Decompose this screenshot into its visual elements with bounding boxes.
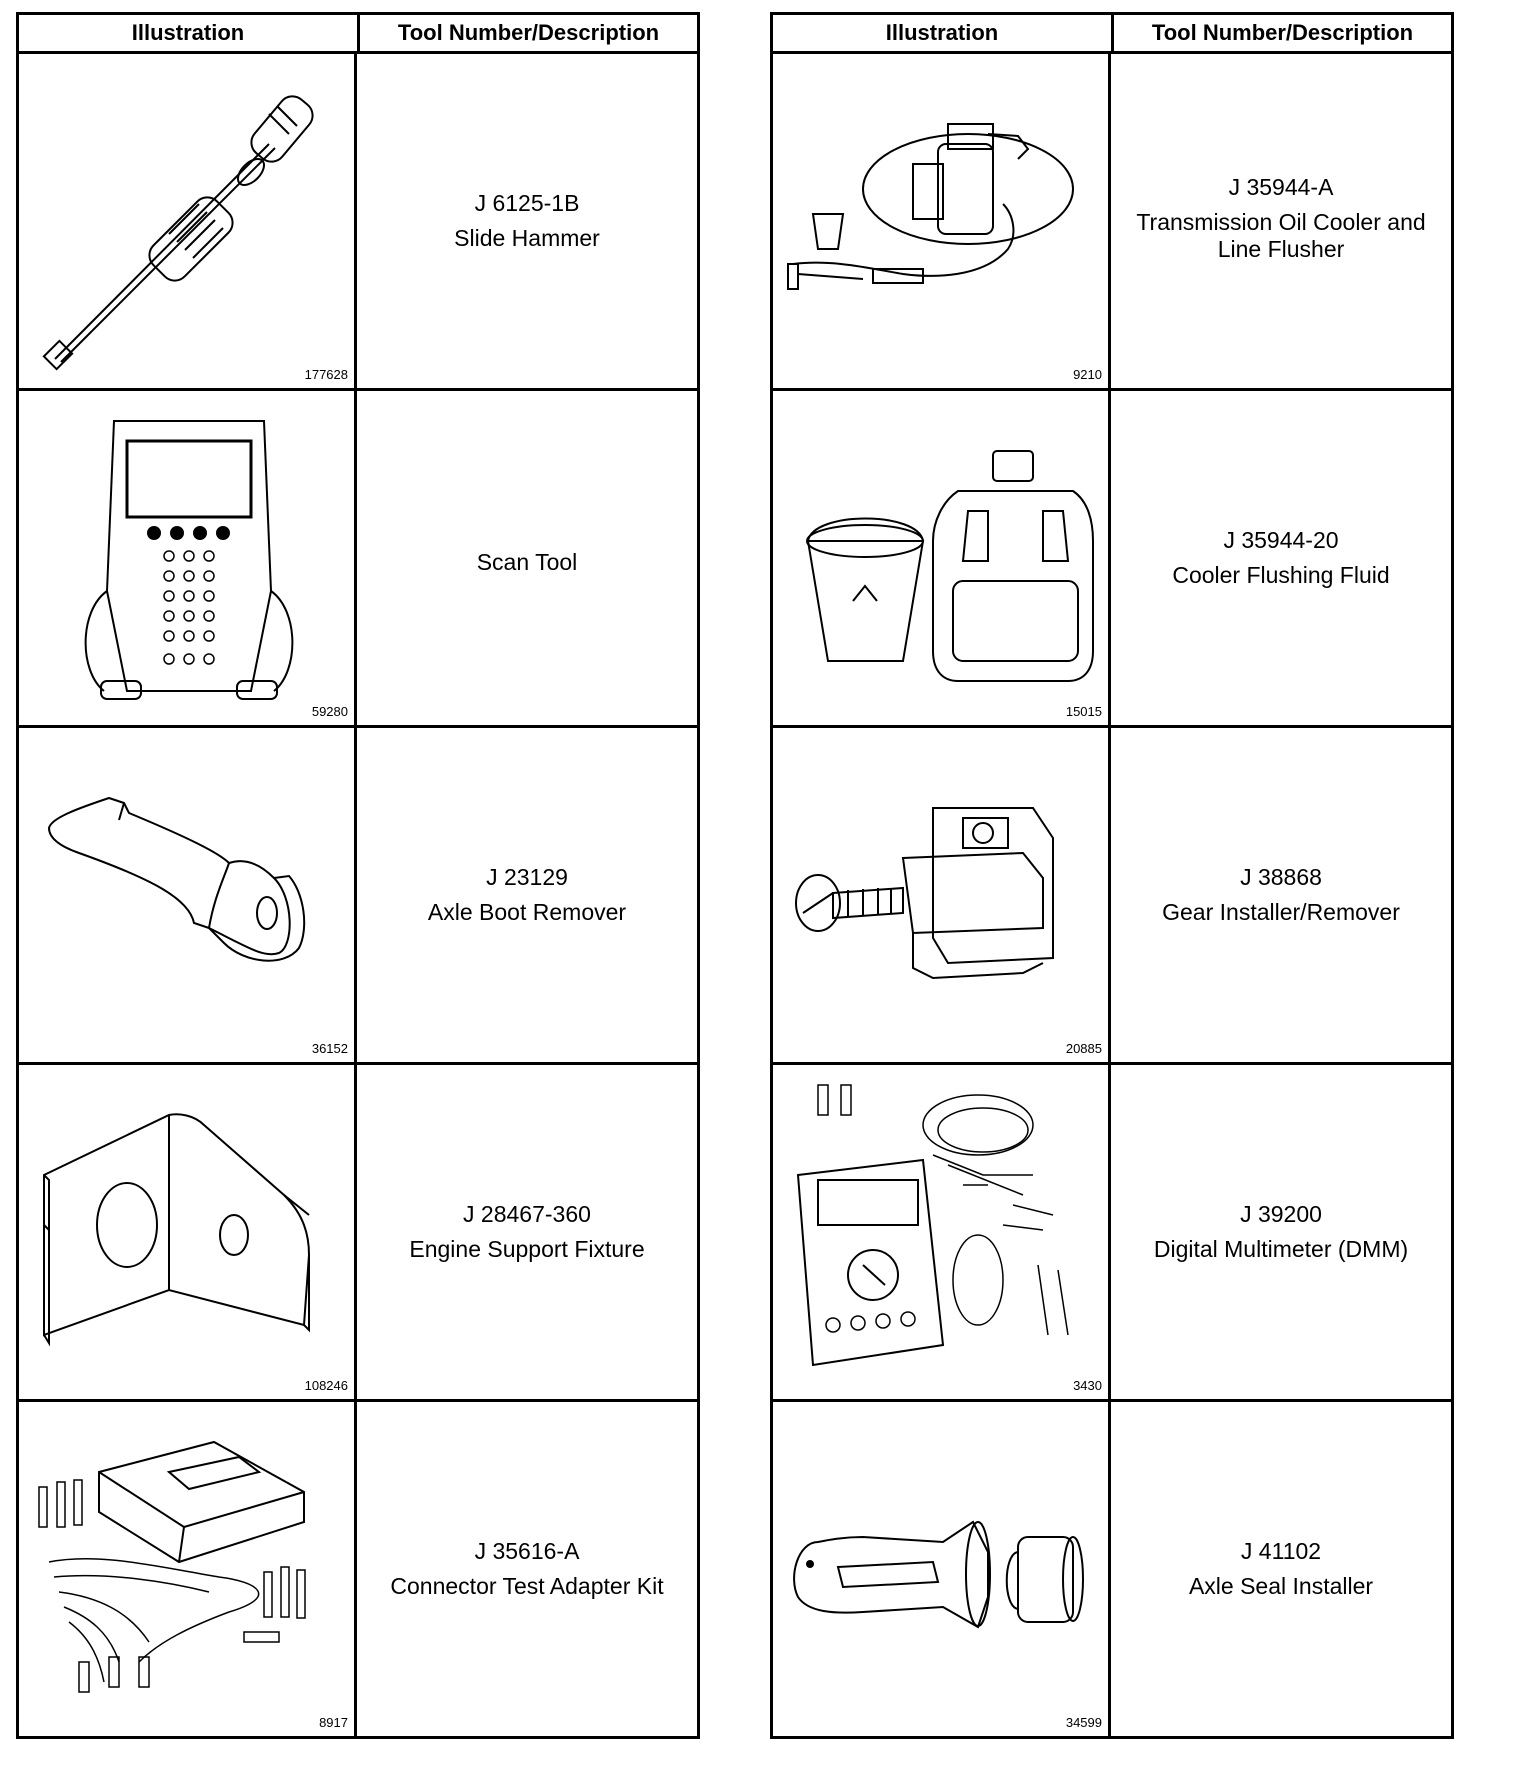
flushing-fluid-icon — [773, 391, 1111, 728]
tool-number: J 23129 — [486, 864, 568, 890]
tool-table-left — [16, 12, 700, 1739]
illustration-cell — [19, 728, 357, 1062]
header-tool: Tool Number/Description — [397, 20, 660, 45]
tool-name: Axle Seal Installer — [1188, 1573, 1374, 1599]
illustration-cell — [773, 1402, 1111, 1736]
tool-table-right — [770, 12, 1454, 1739]
axle-seal-installer-icon — [773, 1402, 1111, 1739]
table-row — [773, 728, 1451, 1065]
tool-number: J 38868 — [1240, 864, 1322, 890]
tool-number: J 39200 — [1240, 1201, 1322, 1227]
connector-test-adapter-kit-icon — [19, 1402, 357, 1739]
table-row — [773, 1402, 1451, 1736]
tool-description — [357, 1065, 697, 1399]
figure-number: 8917 — [319, 1715, 348, 1730]
tool-description — [357, 391, 697, 725]
tool-number: J 35944-A — [1228, 174, 1334, 200]
tool-name: Axle Boot Remover — [427, 899, 627, 925]
tool-number: J 35944-20 — [1223, 527, 1339, 553]
figure-number: 9210 — [1073, 367, 1102, 382]
tool-description — [1111, 728, 1451, 1062]
tool-number: J 6125-1B — [474, 190, 580, 216]
tool-number: J 35616-A — [474, 1538, 580, 1564]
table-row — [19, 728, 697, 1065]
table-row — [19, 54, 697, 391]
illustration-cell — [19, 54, 357, 388]
tool-description — [357, 1402, 697, 1736]
header-illustration: Illustration — [19, 15, 360, 51]
tool-description — [357, 728, 697, 1062]
tool-name: Gear Installer/Remover — [1162, 899, 1400, 925]
tool-description — [1111, 1065, 1451, 1399]
tool-number: J 41102 — [1240, 1538, 1322, 1564]
tool-name: Transmission Oil Cooler and Line Flusher — [1136, 209, 1426, 262]
tool-name: Cooler Flushing Fluid — [1172, 562, 1390, 588]
table-row — [19, 1402, 697, 1736]
slide-hammer-icon — [19, 54, 357, 391]
illustration-cell — [773, 54, 1111, 388]
table-row — [19, 391, 697, 728]
tool-description — [1111, 54, 1451, 388]
figure-number: 59280 — [311, 704, 348, 719]
tool-name: Scan Tool — [476, 548, 578, 575]
tool-number: J 28467-360 — [463, 1201, 591, 1227]
header-illustration: Illustration — [773, 15, 1114, 51]
illustration-cell — [773, 391, 1111, 725]
tool-name: Slide Hammer — [454, 225, 600, 251]
illustration-cell — [19, 391, 357, 725]
illustration-cell — [773, 728, 1111, 1062]
figure-number: 177628 — [304, 367, 348, 382]
table-row — [773, 54, 1451, 391]
table-row — [773, 391, 1451, 728]
engine-support-fixture-icon — [19, 1065, 357, 1402]
illustration-cell — [19, 1402, 357, 1736]
tool-description — [357, 54, 697, 388]
figure-number: 108246 — [304, 1378, 348, 1393]
tool-description — [1111, 1402, 1451, 1736]
gear-installer-icon — [773, 728, 1111, 1065]
axle-boot-remover-icon — [19, 728, 357, 1065]
scan-tool-icon — [19, 391, 357, 728]
figure-number: 3430 — [1073, 1378, 1102, 1393]
figure-number: 34599 — [1065, 1715, 1102, 1730]
table-header — [19, 15, 697, 54]
table-row — [19, 1065, 697, 1402]
table-header — [773, 15, 1451, 54]
figure-number: 20885 — [1065, 1041, 1102, 1056]
cooler-flusher-icon — [773, 54, 1111, 391]
figure-number: 36152 — [311, 1041, 348, 1056]
illustration-cell — [19, 1065, 357, 1399]
tool-name: Engine Support Fixture — [409, 1236, 645, 1262]
header-tool: Tool Number/Description — [1151, 20, 1414, 45]
illustration-cell — [773, 1065, 1111, 1399]
tool-description — [1111, 391, 1451, 725]
table-row — [773, 1065, 1451, 1402]
figure-number: 15015 — [1065, 704, 1102, 719]
multimeter-icon — [773, 1065, 1111, 1402]
tool-name: Connector Test Adapter Kit — [390, 1573, 664, 1599]
tool-name: Digital Multimeter (DMM) — [1153, 1236, 1409, 1262]
